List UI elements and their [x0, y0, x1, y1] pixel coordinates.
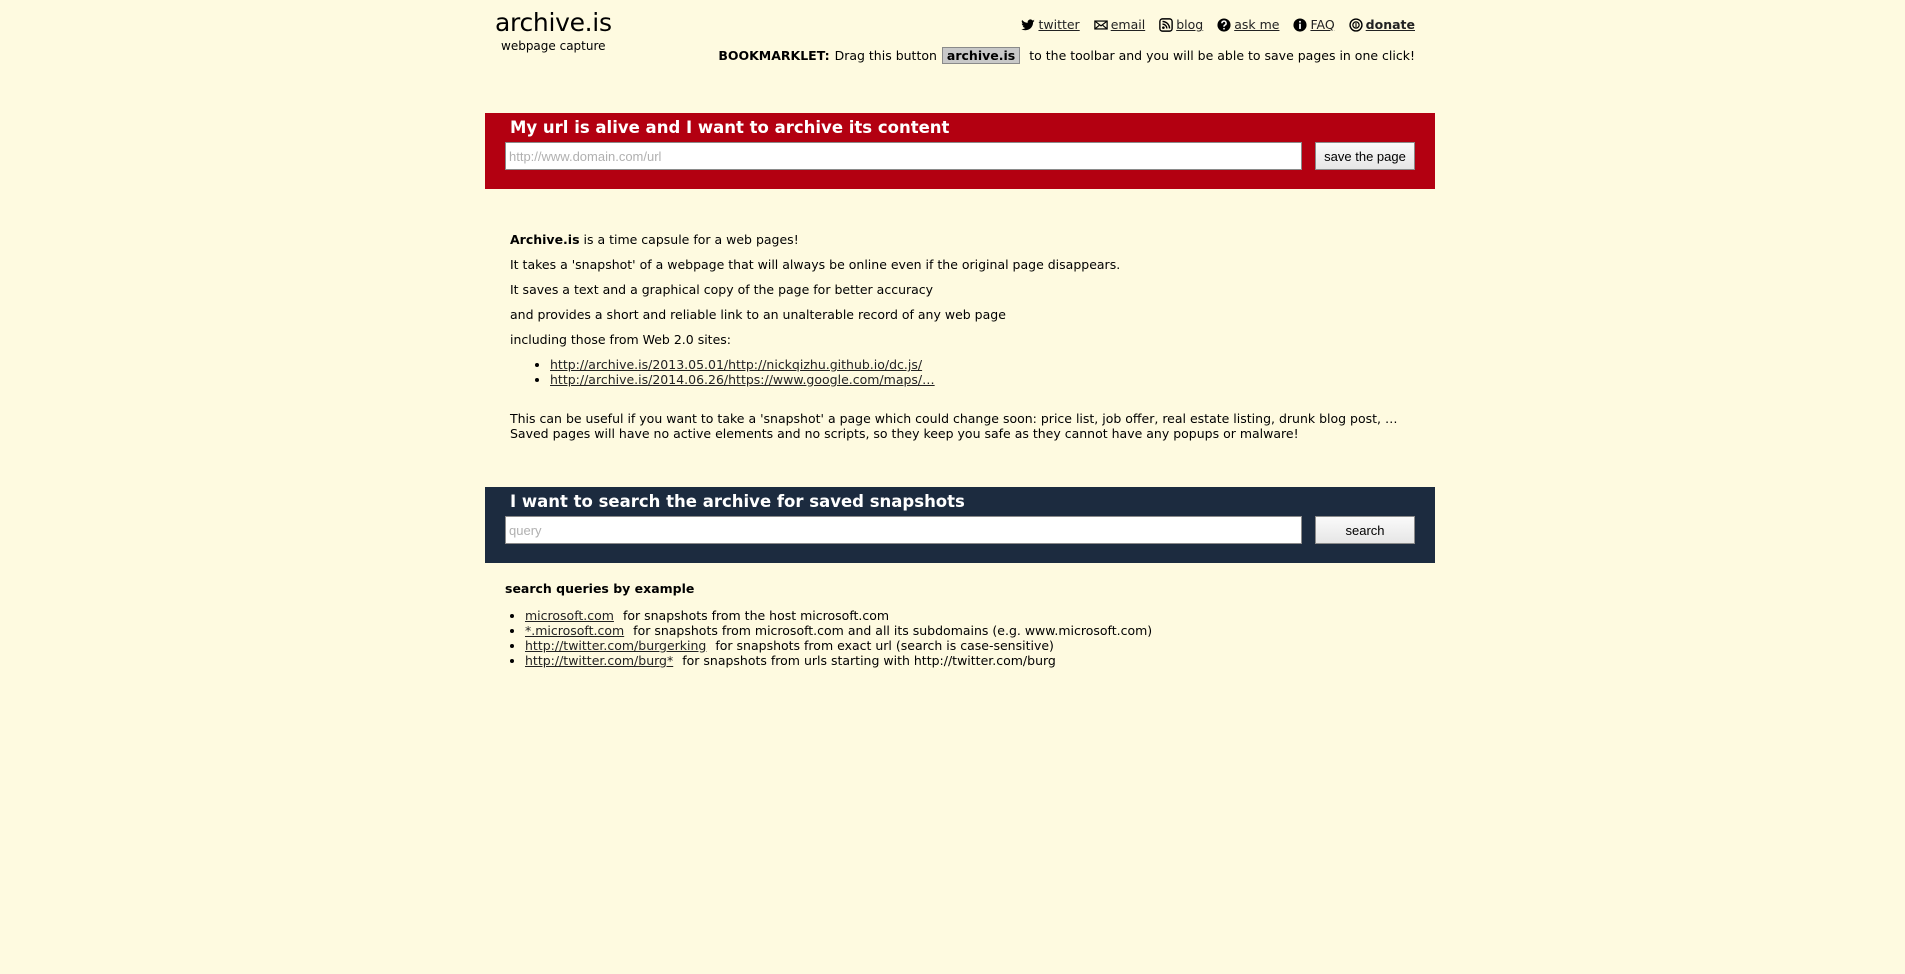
list-item	[525, 638, 1415, 653]
nav-donate-link[interactable]: donate	[1365, 17, 1415, 32]
nav-blog[interactable]	[1159, 17, 1203, 32]
search-input[interactable]	[505, 516, 1302, 544]
info-icon	[1293, 18, 1307, 32]
nav-email[interactable]	[1094, 17, 1145, 32]
bookmarklet-title: BOOKMARKLET:	[718, 48, 830, 63]
search-button[interactable]: search	[1315, 516, 1415, 544]
page	[485, 0, 1435, 974]
example-query-link[interactable]: http://twitter.com/burg*	[525, 653, 674, 668]
description-line: It saves a text and a graphical copy of the page for better accuracy	[510, 282, 934, 297]
archive-form	[485, 113, 1435, 189]
example-query-link[interactable]: *.microsoft.com	[525, 623, 625, 638]
list-item	[525, 653, 1415, 668]
example-query-link[interactable]: microsoft.com	[525, 608, 614, 623]
description-line: and provides a short and reliable link to an unalterable record of any web page	[510, 307, 1006, 322]
example-query-desc: for snapshots from microsoft.com and all its subdomains (e.g. www.microsoft.com)	[633, 623, 1153, 638]
nav-faq-link[interactable]: FAQ	[1310, 17, 1335, 32]
example-query-desc: for snapshots from exact url (search is case-sensitive)	[715, 638, 1054, 653]
nav-twitter[interactable]	[1021, 17, 1079, 32]
description	[510, 232, 1410, 441]
example-query-desc: for snapshots from the host microsoft.com	[622, 608, 890, 623]
search-examples-title: search queries by example	[505, 581, 695, 596]
search-examples-list	[505, 608, 1415, 668]
example-query-link[interactable]: http://twitter.com/burgerking	[525, 638, 707, 653]
blog-icon	[1159, 18, 1173, 32]
nav-blog-link[interactable]: blog	[1176, 17, 1204, 32]
site-tagline: webpage capture	[501, 39, 606, 53]
nav-ask-me-link[interactable]: ask me	[1234, 17, 1280, 32]
list-item	[550, 357, 1410, 372]
site-logo[interactable]: archive.is	[495, 8, 612, 37]
donate-icon	[1349, 18, 1363, 32]
list-item	[525, 608, 1415, 623]
list-item	[525, 623, 1415, 638]
description-useful: This can be useful if you want to take a 'snapshot' a page which could change soon: price list, job offer, real estate listing, drunk blog post, …	[510, 411, 1398, 426]
bookmarklet-hint	[718, 47, 1415, 64]
bookmarklet-text-before: Drag this button	[834, 48, 937, 63]
twitter-icon	[1021, 18, 1035, 32]
question-icon	[1217, 18, 1231, 32]
top-nav	[1007, 17, 1415, 32]
bookmarklet-text-after: to the toolbar and you will be able to save pages in one click!	[1029, 48, 1415, 63]
example-snapshot-list	[510, 357, 1410, 387]
nav-faq[interactable]	[1293, 17, 1334, 32]
email-icon	[1094, 18, 1108, 32]
archive-form-title: My url is alive and I want to archive its content	[510, 118, 950, 137]
example-snapshot-link[interactable]: http://archive.is/2014.06.26/https://www.google.com/maps/…	[550, 372, 935, 387]
search-examples	[505, 581, 1415, 668]
example-snapshot-link[interactable]: http://archive.is/2013.05.01/http://nickqizhu.github.io/dc.js/	[550, 357, 923, 372]
description-intro-text: is a time capsule for a web pages!	[579, 232, 799, 247]
nav-ask-me[interactable]	[1217, 17, 1279, 32]
example-query-desc: for snapshots from urls starting with http://twitter.com/burg	[682, 653, 1056, 668]
list-item	[550, 372, 1410, 387]
url-input[interactable]	[505, 142, 1302, 170]
search-form-title: I want to search the archive for saved snapshots	[510, 492, 965, 511]
description-line: It takes a 'snapshot' of a webpage that will always be online even if the original page disappears.	[510, 257, 1121, 272]
description-intro	[510, 232, 1410, 247]
description-safe: Saved pages will have no active elements and no scripts, so they keep you safe as they cannot have any popups or malware!	[510, 426, 1299, 441]
search-form	[485, 487, 1435, 563]
description-brand: Archive.is	[510, 232, 580, 247]
nav-twitter-link[interactable]: twitter	[1038, 17, 1080, 32]
description-line: including those from Web 2.0 sites:	[510, 332, 731, 347]
nav-donate[interactable]	[1349, 17, 1415, 32]
bookmarklet-button[interactable]: archive.is	[942, 47, 1020, 64]
nav-email-link[interactable]: email	[1110, 17, 1146, 32]
save-page-button[interactable]: save the page	[1315, 142, 1415, 170]
